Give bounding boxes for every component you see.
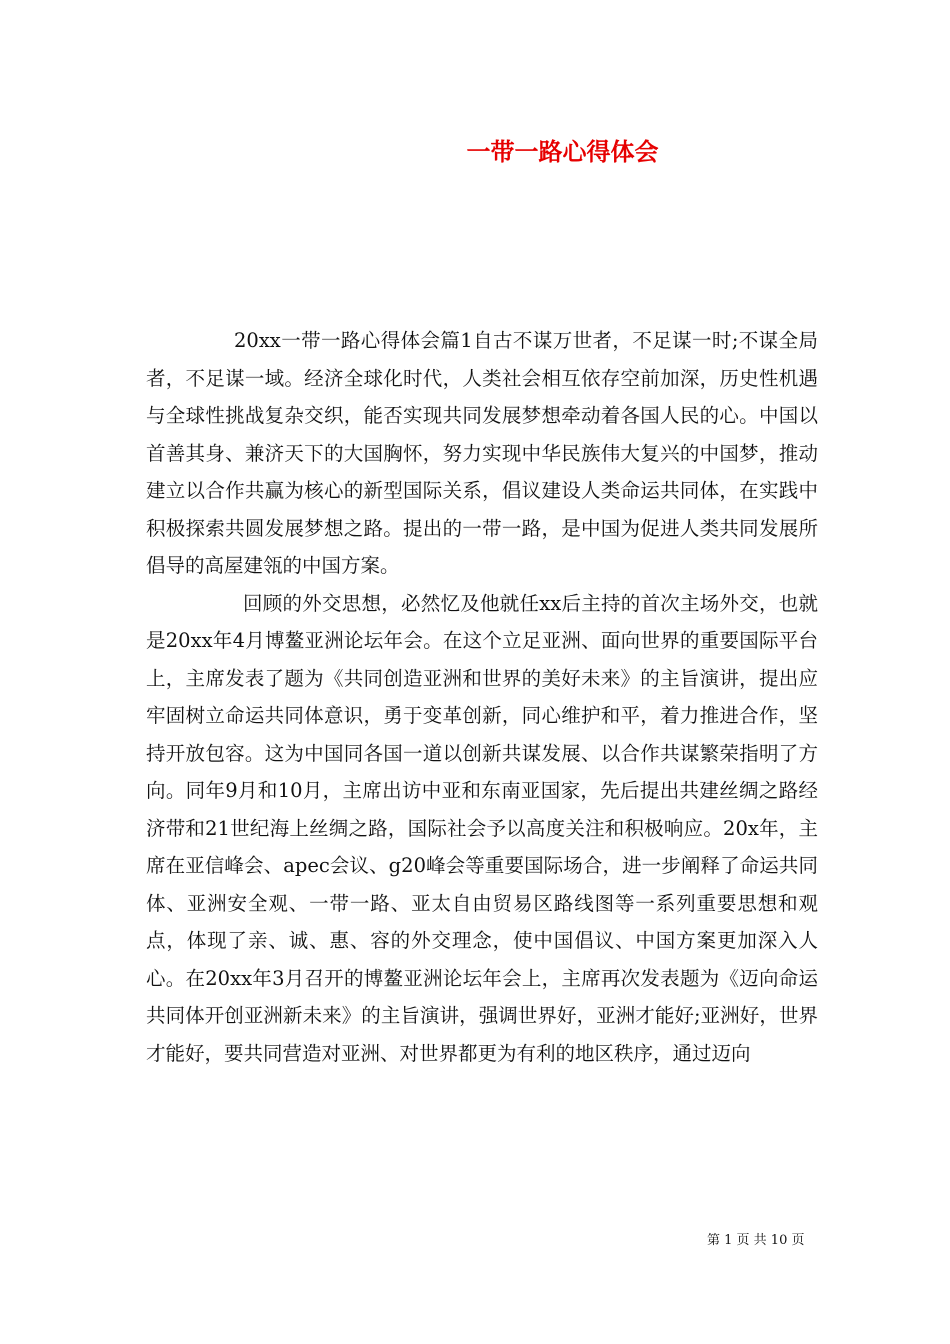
document-title: 一带一路心得体会 (466, 137, 659, 166)
paragraph-2: 回顾的外交思想，必然忆及他就任xx后主持的首次主场外交，也就是20xx年4月博鳌亚洲论坛年会。在这个立足亚洲、面向世界的重要国际平台上，主席发表了题为《共同创造亚洲和世界的美好未来》的主旨演讲，提出应牢固树立命运共同体意识，勇于变革创新，同心维护和平，着力推进合作，坚持开放包容。这为中国同各国一道以创新共谋发展、以合作共谋繁荣指明了方向。同年9月和10月，主席出访中亚和东南亚国家，先后提出共建丝绸之路经济带和21世纪海上丝绸之路，国际社会予以高度关注和积极响应。20x年，主席在亚信峰会、apec会议、g20峰会等重要国际场合，进一步阐释了命运共同体、亚洲安全观、一带一路、亚太自由贸易区路线图等一系列重要思想和观点，体现了亲、诚、惠、容的外交理念，使中国倡议、中国方案更加深入人心。在20xx年3月召开的博鳌亚洲论坛年会上，主席再次发表题为《迈向命运共同体开创亚洲新未来》的主旨演讲，强调世界好，亚洲才能好;亚洲好，世界才能好，要共同营造对亚洲、对世界都更为有利的地区秩序，通过迈向 (146, 591, 818, 1065)
document-body (146, 322, 818, 1072)
paragraph-1: 20xx一带一路心得体会篇1自古不谋万世者，不足谋一时;不谋全局者，不足谋一域。经济全球化时代，人类社会相互依存空前加深，历史性机遇与全球性挑战复杂交织，能否实现共同发展梦想牵动着各国人民的心。中国以首善其身、兼济天下的大国胸怀，努力实现中华民族伟大复兴的中国梦，推动建立以合作共赢为核心的新型国际关系，倡议建设人类命运共同体，在实践中积极探索共圆发展梦想之路。提出的一带一路，是中国为促进人类共同发展所倡导的高屋建瓴的中国方案。 (146, 329, 818, 577)
page-footer: 第 1 页 共 10 页 (707, 1233, 805, 1248)
